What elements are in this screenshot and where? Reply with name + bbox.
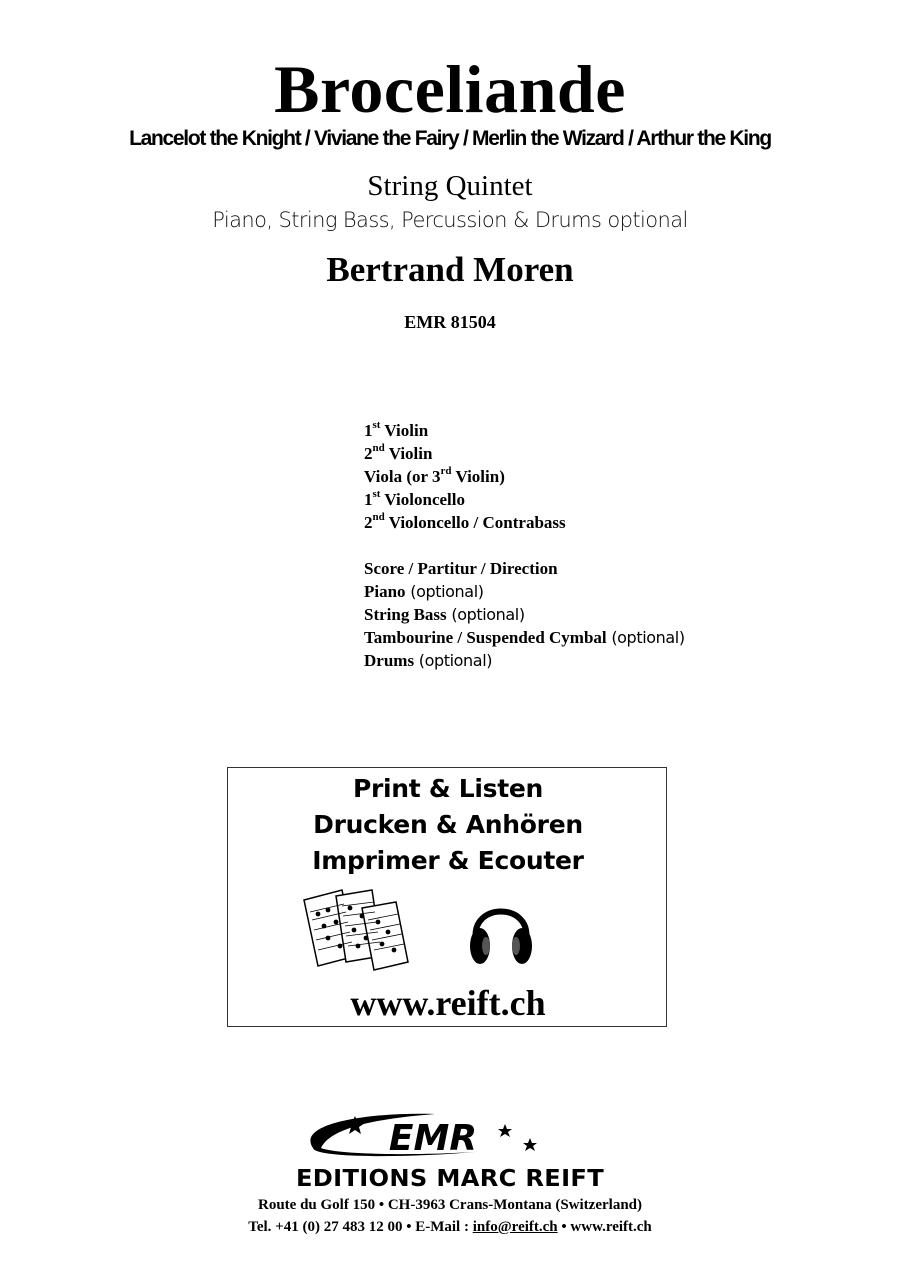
print-listen-box bbox=[227, 767, 667, 1027]
phone: Tel. +41 (0) 27 483 12 00 bbox=[248, 1219, 403, 1235]
composer: Bertrand Moren bbox=[326, 250, 574, 289]
extra-part-item: Piano (optional) bbox=[364, 582, 484, 601]
headphones-icon bbox=[466, 892, 536, 970]
part-item: Viola (or 3rd Violin) bbox=[364, 465, 505, 486]
promo-line-german: Drucken & Anhören bbox=[313, 810, 583, 839]
email-label: E-Mail : bbox=[415, 1219, 469, 1235]
part-item: 1st Violoncello bbox=[364, 488, 465, 509]
promo-website[interactable]: www.reift.ch bbox=[350, 983, 546, 1023]
page-title: Broceliande bbox=[274, 51, 626, 127]
publisher-contact: Tel. +41 (0) 27 483 12 00 • E-Mail : info@reift.ch • www.reift.ch bbox=[248, 1219, 652, 1235]
sheet-music-icon bbox=[300, 886, 412, 972]
optional-instruments: Piano, String Bass, Percussion & Drums optional bbox=[212, 208, 688, 232]
publisher-address: Route du Golf 150 • CH-3963 Crans-Montana (Switzerland) bbox=[258, 1197, 642, 1213]
promo-line-french: Imprimer & Ecouter bbox=[312, 846, 584, 875]
logo-text: EMR bbox=[388, 1118, 478, 1159]
extra-part-item: Drums (optional) bbox=[364, 651, 493, 670]
extra-part-item: Tambourine / Suspended Cymbal (optional) bbox=[364, 628, 685, 647]
parts-list bbox=[364, 419, 685, 672]
website-link[interactable]: www.reift.ch bbox=[570, 1219, 652, 1235]
email-link[interactable]: info@reift.ch bbox=[472, 1219, 558, 1235]
promo-line-english: Print & Listen bbox=[352, 774, 544, 803]
extra-part-item: Score / Partitur / Direction bbox=[364, 559, 558, 578]
part-item: 2nd Violin bbox=[364, 442, 433, 463]
extra-part-item: String Bass (optional) bbox=[364, 605, 525, 624]
publisher-name: EDITIONS MARC REIFT bbox=[295, 1166, 605, 1192]
emr-logo bbox=[255, 1108, 645, 1164]
ensemble: String Quintet bbox=[367, 170, 533, 202]
part-item: 2nd Violoncello / Contrabass bbox=[364, 511, 566, 532]
part-item: 1st Violin bbox=[364, 419, 429, 440]
catalog-number: EMR 81504 bbox=[404, 312, 496, 332]
subtitle: Lancelot the Knight / Viviane the Fairy / Merlin the Wizard / Arthur the King bbox=[129, 127, 771, 150]
